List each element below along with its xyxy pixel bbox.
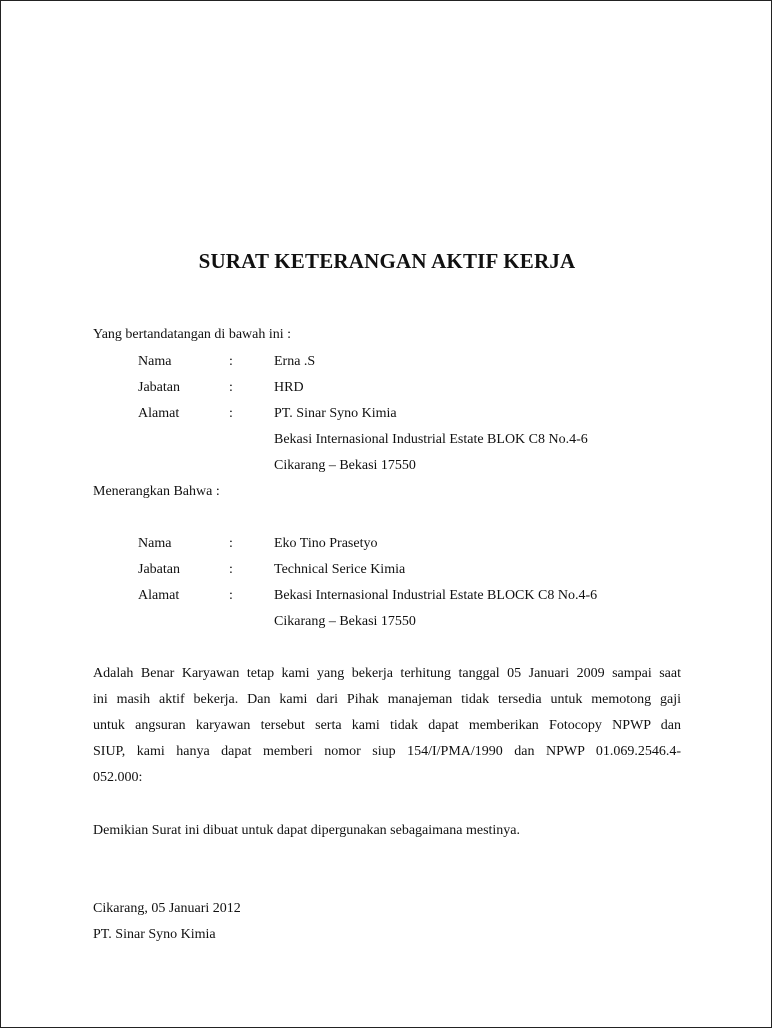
- signer-address-value: PT. Sinar Syno Kimia: [274, 406, 397, 421]
- employee-address-line-2: Cikarang – Bekasi 17550: [274, 614, 416, 629]
- signer-address-colon: :: [229, 406, 233, 421]
- intro-text: Yang bertandatangan di bawah ini :: [93, 327, 292, 342]
- declare-heading: Menerangkan Bahwa :: [93, 484, 220, 499]
- body-line-3: untuk angsuran karyawan tersebut serta kami tidak dapat memberikan Fotocopy NPWP dan: [93, 718, 681, 733]
- employee-name-colon: :: [229, 536, 233, 551]
- employee-position-label: Jabatan: [138, 562, 180, 577]
- company-name: PT. Sinar Syno Kimia: [93, 927, 216, 942]
- employee-position-colon: :: [229, 562, 233, 577]
- signer-position-label: Jabatan: [138, 380, 180, 395]
- signer-address-line-3: Cikarang – Bekasi 17550: [274, 458, 416, 473]
- body-line-5: 052.000:: [93, 770, 143, 785]
- signer-address-line-2: Bekasi Internasional Industrial Estate BLOK C8 No.4-6: [274, 432, 588, 447]
- employee-name-value: Eko Tino Prasetyo: [274, 536, 378, 551]
- signer-position-value: HRD: [274, 380, 304, 395]
- employee-address-label: Alamat: [138, 588, 180, 603]
- employee-address-value: Bekasi Internasional Industrial Estate BLOCK C8 No.4-6: [274, 588, 598, 603]
- body-line-1: Adalah Benar Karyawan tetap kami yang bekerja terhitung tanggal 05 Januari 2009 sampai saat: [93, 666, 681, 681]
- place-date: Cikarang, 05 Januari 2012: [93, 901, 241, 916]
- signer-position-colon: :: [229, 380, 233, 395]
- signer-name-colon: :: [229, 354, 233, 369]
- body-line-2: ini masih aktif bekerja. Dan kami dari Pihak manajeman tidak tersedia untuk memotong gaji: [93, 692, 681, 707]
- employee-position-value: Technical Serice Kimia: [274, 562, 406, 577]
- employee-address-colon: :: [229, 588, 233, 603]
- body-line-4: SIUP, kami hanya dapat memberi nomor siup 154/I/PMA/1990 dan NPWP 01.069.2546.4-: [93, 744, 681, 759]
- document-title: SURAT KETERANGAN AKTIF KERJA: [198, 249, 576, 273]
- signer-name-value: Erna .S: [274, 354, 316, 369]
- signer-address-label: Alamat: [138, 406, 180, 421]
- signer-name-label: Nama: [138, 354, 172, 369]
- closing-text: Demikian Surat ini dibuat untuk dapat dipergunakan sebagaimana mestinya.: [93, 823, 521, 838]
- employee-name-label: Nama: [138, 536, 172, 551]
